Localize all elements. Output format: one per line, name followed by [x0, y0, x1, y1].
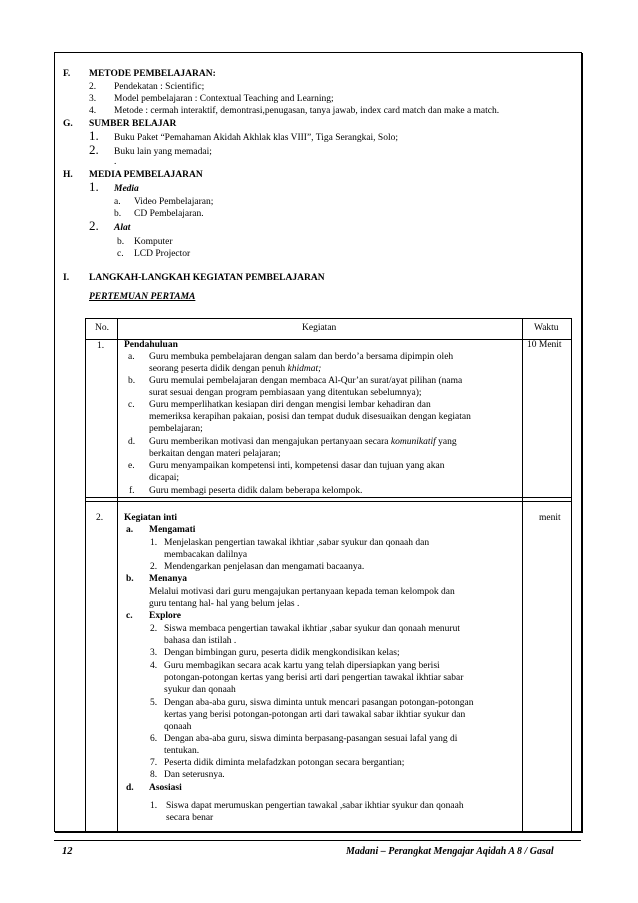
- row1-item-num: f.: [129, 486, 135, 496]
- row1-item-text: yang: [435, 437, 457, 447]
- alat-item-num: b.: [117, 237, 125, 247]
- section-f-item-num: 2.: [89, 82, 97, 92]
- step-c-title: Explore: [149, 611, 182, 621]
- step-item-line: membacakan dalilnya: [164, 550, 248, 560]
- alat-label: Alat: [114, 223, 131, 233]
- row2-no: 2.: [96, 513, 104, 523]
- step-item-line: syukur dan qonaah: [164, 685, 236, 695]
- step-item-line: Menjelaskan pengertian tawakal ikhtiar ,sabar syukur dan qonaah dan: [164, 538, 430, 548]
- step-item-line: Dengan bimbingan guru, peserta didik mengkondisikan kelas;: [164, 648, 400, 658]
- media-item-num: a.: [114, 197, 121, 207]
- step-item-num: 1.: [150, 801, 158, 811]
- section-h-title: MEDIA PEMBELAJARAN: [89, 170, 203, 180]
- row2-waktu: menit: [539, 513, 561, 523]
- step-item-num: 7.: [150, 758, 158, 768]
- row1-item-num: c.: [128, 400, 135, 410]
- row1-item-line: Guru membuka pembelajaran dengan salam dan berdo’a bersama dipimpin oleh: [149, 352, 454, 362]
- step-item-line: Dengan aba-aba guru, siswa diminta untuk mencari pasangan potongan-potongan: [164, 698, 474, 708]
- row1-item-line: Guru memperlihatkan kesiapan diri dengan mengisi lembar kehadiran dan: [149, 400, 431, 410]
- row1-item-num: d.: [128, 437, 136, 447]
- page-number: 12: [62, 846, 73, 857]
- step-a-letter: a.: [126, 525, 134, 535]
- section-g-item-num: 2.: [89, 142, 99, 157]
- media-item-num: b.: [114, 209, 122, 219]
- row1-item-text: Guru memberikan motivasi dan mengajukan pertanyaan secara: [149, 437, 391, 447]
- row1-item-text: seorang peserta didik dengan penuh: [149, 364, 288, 374]
- section-f-letter: F.: [63, 69, 71, 79]
- step-item-line: Mendengarkan penjelasan dan mengamati bacaanya.: [164, 562, 365, 572]
- step-item-line: Dan seterusnya.: [164, 770, 225, 780]
- section-g-dot: .: [114, 157, 117, 167]
- row1-item-line: pembelajaran;: [149, 424, 203, 434]
- alat-item-num: c.: [117, 249, 124, 259]
- section-g-letter: G.: [63, 119, 73, 129]
- footer-rule: [54, 840, 581, 841]
- step-item-line: potongan-potongan kertas yang berisi arti dari pengertian tawakal ikhtiar sabar: [164, 673, 464, 683]
- row1-item-line: Guru memulai pembelajaran dengan membaca Al-Qur’an surat/ayat pilihan (nama: [149, 376, 463, 386]
- section-f-item: Metode : cermah interaktif, demontrasi,penugasan, tanya jawab, index card match dan make a match.: [114, 106, 500, 116]
- table-col-divider: [117, 319, 118, 831]
- row1-item-line: Guru menyampaikan kompetensi inti, kompetensi dasar dan tujuan yang akan: [149, 461, 445, 471]
- step-b-line: guru tentang hal- hal yang belum jelas .: [149, 599, 300, 609]
- step-item-line: Dengan aba-aba guru, siswa diminta berpasang-pasangan sesuai lafal yang di: [164, 734, 458, 744]
- table-row-divider: [86, 497, 571, 498]
- section-h-letter: H.: [63, 170, 73, 180]
- section-f-item-num: 3.: [89, 94, 97, 104]
- section-f-item: Pendekatan : Scientific;: [114, 82, 205, 92]
- row1-item-emph: khidmat;: [287, 364, 322, 374]
- alat-item: Komputer: [134, 237, 173, 247]
- table-row-divider: [86, 501, 571, 502]
- table-col-divider: [522, 319, 523, 831]
- step-d-title: Asosiasi: [149, 783, 182, 793]
- row1-item-line: dicapai;: [149, 473, 180, 483]
- row1-item-line: [149, 436, 457, 448]
- header-waktu: Waktu: [534, 323, 559, 333]
- step-item-line: tentukan.: [164, 746, 200, 756]
- row1-item-line: [149, 363, 321, 375]
- step-d-letter: d.: [126, 783, 134, 793]
- row1-item-line: berkaitan dengan materi pelajaran;: [149, 449, 281, 459]
- step-item-num: 6.: [150, 734, 158, 744]
- media-item: CD Pembelajaran.: [134, 209, 204, 219]
- media-label: Media: [114, 184, 139, 194]
- step-item-num: 3.: [150, 648, 158, 658]
- section-g-item: Buku lain yang memadai;: [114, 147, 212, 157]
- step-item-num: 5.: [150, 698, 158, 708]
- alat-item: LCD Projector: [134, 249, 191, 259]
- step-item-num: 1.: [150, 538, 158, 548]
- row1-item-line: memeriksa kerapihan pakaian, posisi dan tempat duduk disesuaikan dengan kegiatan: [149, 412, 471, 422]
- section-g-title: SUMBER BELAJAR: [89, 119, 177, 129]
- step-item-line: Siswa dapat merumuskan pengertian tawakal ,sabar ikhtiar syukur dan qonaah: [166, 801, 464, 811]
- step-item-line: Siswa membaca pengertian tawakal ikhtiar ,sabar syukur dan qonaah menurut: [164, 624, 460, 634]
- media-item: Video Pembelajaran;: [134, 197, 214, 207]
- section-g-item-num: 1.: [89, 128, 99, 143]
- row1-item-num: b.: [128, 376, 136, 386]
- alat-num: 2.: [89, 218, 99, 233]
- header-kegiatan: Kegiatan: [302, 323, 337, 333]
- meeting-subtitle: PERTEMUAN PERTAMA: [89, 292, 196, 302]
- step-item-num: 8.: [150, 770, 158, 780]
- row1-waktu: 10 Menit: [527, 340, 562, 350]
- step-a-title: Mengamati: [149, 525, 196, 535]
- step-item-line: qonaah: [164, 722, 192, 732]
- step-item-num: 4.: [150, 661, 158, 671]
- step-b-title: Menanya: [149, 574, 187, 584]
- row1-no: 1.: [97, 341, 105, 351]
- step-item-line: bahasa dan istilah .: [164, 636, 237, 646]
- step-item-line: Peserta didik diminta melafadzkan potongan secara bergantian;: [164, 758, 405, 768]
- section-f-title: METODE PEMBELAJARAN:: [89, 69, 216, 79]
- row1-item-line: surat sesuai dengan program pembiasaan yang ditentukan sebelumnya);: [149, 388, 422, 398]
- step-b-letter: b.: [126, 574, 134, 584]
- row1-item-num: e.: [128, 461, 135, 471]
- media-num: 1.: [89, 179, 99, 194]
- step-item-line: secara benar: [166, 813, 214, 823]
- section-f-item: Model pembelajaran : Contextual Teaching and Learning;: [114, 94, 334, 104]
- section-g-item: Buku Paket “Pemahaman Akidah Akhlak klas VIII”, Tiga Serangkai, Solo;: [114, 133, 398, 143]
- step-item-line: kertas yang berisi potongan-potongan arti dari tawakal sabar ikhtiar syukur dan: [164, 710, 466, 720]
- step-c-letter: c.: [126, 611, 133, 621]
- row1-item-num: a.: [128, 352, 135, 362]
- section-i-title: LANGKAH-LANGKAH KEGIATAN PEMBELAJARAN: [89, 273, 325, 283]
- row1-item-emph: komunikatif: [390, 437, 436, 447]
- section-f-item-num: 4.: [89, 106, 97, 116]
- row1-title: Pendahuluan: [124, 340, 178, 350]
- footer-text: Madani – Perangkat Mengajar Aqidah A 8 / Gasal: [346, 846, 554, 857]
- step-b-line: Melalui motivasi dari guru mengajukan pertanyaan kepada teman kelompok dan: [149, 587, 455, 597]
- section-i-letter: I.: [63, 273, 70, 283]
- step-item-num: 2.: [150, 562, 158, 572]
- step-item-num: 2.: [150, 624, 158, 634]
- header-no: No.: [95, 323, 109, 333]
- row2-title: Kegiatan inti: [124, 513, 178, 523]
- step-item-line: Guru membagikan secara acak kartu yang telah dipersiapkan yang berisi: [164, 661, 440, 671]
- row1-item-line: Guru membagi peserta didik dalam beberapa kelompok.: [149, 486, 363, 496]
